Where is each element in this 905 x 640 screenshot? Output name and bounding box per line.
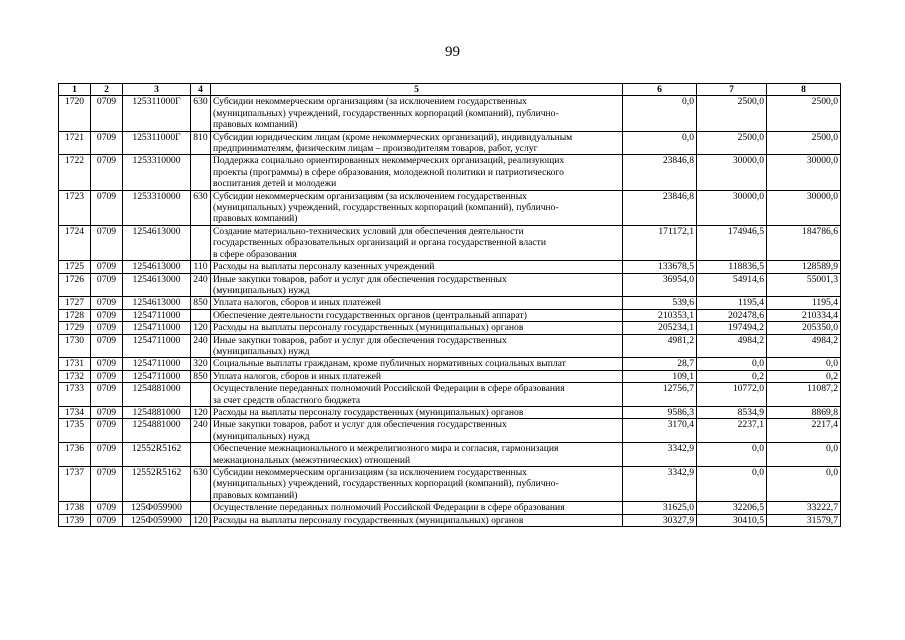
description-line: Осуществление переданных полномочий Российской Федерации в сфере образования — [213, 502, 565, 514]
amount-2021-cell: 23846,8 — [623, 155, 697, 190]
amount-2023-cell: 2500,0 — [767, 96, 841, 131]
description-cell — [211, 419, 623, 443]
table-row — [59, 190, 841, 225]
description-line: Субсидии некоммерческим организациям (за исключением государственных — [213, 96, 527, 108]
target-code-cell: 125311000Г — [123, 131, 191, 155]
description-cell — [211, 443, 623, 467]
row-number-cell: 1720 — [59, 96, 91, 131]
amount-2022-cell: 2237,1 — [697, 419, 767, 443]
section-code-cell: 0709 — [91, 190, 123, 225]
description-cell — [211, 467, 623, 502]
section-code-cell: 0709 — [91, 406, 123, 418]
amount-2022-cell: 0,0 — [697, 467, 767, 502]
description-line: правовых компаний) — [213, 119, 298, 131]
description-line: межнациональных (межэтнических) отношений — [213, 454, 411, 466]
table-row — [59, 514, 841, 526]
expense-type-cell: 320 — [191, 358, 211, 370]
description-line: Уплата налогов, сборов и иных платежей — [213, 370, 382, 382]
target-code-cell: 1253310000 — [123, 155, 191, 190]
row-number-cell: 1736 — [59, 443, 91, 467]
col-header: 4 — [191, 84, 211, 96]
expense-type-cell — [191, 502, 211, 514]
section-code-cell: 0709 — [91, 273, 123, 297]
description-line: правовых компаний) — [213, 489, 298, 501]
description-line: (муниципальных) учреждений, государственных корпораций (компаний), публично- — [213, 478, 559, 490]
target-code-cell: 1254613000 — [123, 261, 191, 273]
expense-type-cell: 850 — [191, 297, 211, 309]
amount-2021-cell: 4981,2 — [623, 334, 697, 358]
table-row — [59, 297, 841, 309]
table-row — [59, 370, 841, 382]
section-code-cell: 0709 — [91, 419, 123, 443]
description-line: Создание материально-технических условий для обеспечения деятельности — [213, 225, 524, 237]
col-header: 8 — [767, 84, 841, 96]
description-line: (муниципальных) нужд — [213, 345, 310, 357]
section-code-cell: 0709 — [91, 514, 123, 526]
table-row — [59, 96, 841, 131]
description-line: Расходы на выплаты персоналу казенных учреждений — [213, 261, 435, 273]
amount-2023-cell: 31579,7 — [767, 514, 841, 526]
description-line: Уплата налогов, сборов и иных платежей — [213, 297, 382, 309]
description-line: Иные закупки товаров, работ и услуг для обеспечения государственных — [213, 419, 507, 431]
col-header: 2 — [91, 84, 123, 96]
description-line: Иные закупки товаров, работ и услуг для обеспечения государственных — [213, 334, 507, 346]
description-cell — [211, 273, 623, 297]
description-cell — [211, 322, 623, 334]
amount-2023-cell: 210334,4 — [767, 309, 841, 321]
target-code-cell: 1254711000 — [123, 358, 191, 370]
description-cell — [211, 502, 623, 514]
description-line: воспитания детей и молодежи — [213, 178, 337, 190]
row-number-cell: 1728 — [59, 309, 91, 321]
section-code-cell: 0709 — [91, 96, 123, 131]
col-header: 5 — [211, 84, 623, 96]
expense-type-cell: 240 — [191, 419, 211, 443]
target-code-cell: 1254881000 — [123, 406, 191, 418]
amount-2023-cell: 205350,0 — [767, 322, 841, 334]
target-code-cell: 1254711000 — [123, 370, 191, 382]
section-code-cell: 0709 — [91, 443, 123, 467]
target-code-cell: 1254613000 — [123, 273, 191, 297]
amount-2021-cell: 171172,1 — [623, 225, 697, 260]
description-line: Осуществление переданных полномочий Российской Федерации в сфере образования — [213, 383, 565, 395]
description-line: правовых компаний) — [213, 213, 298, 225]
section-code-cell: 0709 — [91, 309, 123, 321]
row-number-cell: 1721 — [59, 131, 91, 155]
target-code-cell: 1254881000 — [123, 383, 191, 407]
expense-type-cell: 850 — [191, 370, 211, 382]
amount-2023-cell: 0,0 — [767, 467, 841, 502]
description-cell — [211, 358, 623, 370]
table-row — [59, 502, 841, 514]
amount-2022-cell: 32206,5 — [697, 502, 767, 514]
amount-2021-cell: 0,0 — [623, 96, 697, 131]
amount-2021-cell: 28,7 — [623, 358, 697, 370]
description-line: (муниципальных) учреждений, государственных корпораций (компаний), публично- — [213, 202, 559, 214]
description-line: Обеспечение деятельности государственных органов (центральный аппарат) — [213, 309, 527, 321]
section-code-cell: 0709 — [91, 131, 123, 155]
amount-2022-cell: 0,2 — [697, 370, 767, 382]
description-cell — [211, 190, 623, 225]
amount-2022-cell: 197494,2 — [697, 322, 767, 334]
amount-2022-cell: 118836,5 — [697, 261, 767, 273]
amount-2021-cell: 210353,1 — [623, 309, 697, 321]
row-number-cell: 1722 — [59, 155, 91, 190]
row-number-cell: 1731 — [59, 358, 91, 370]
expense-type-cell — [191, 155, 211, 190]
amount-2021-cell: 3170,4 — [623, 419, 697, 443]
description-line: (муниципальных) нужд — [213, 430, 310, 442]
amount-2023-cell: 4984,2 — [767, 334, 841, 358]
description-cell — [211, 225, 623, 260]
description-cell — [211, 514, 623, 526]
amount-2022-cell: 30000,0 — [697, 190, 767, 225]
description-line: предпринимателям, физическим лицам – производителям товаров, работ, услуг — [213, 143, 538, 155]
target-code-cell: 125Ф059900 — [123, 502, 191, 514]
amount-2022-cell: 2500,0 — [697, 131, 767, 155]
target-code-cell: 1254711000 — [123, 309, 191, 321]
amount-2021-cell: 12756,7 — [623, 383, 697, 407]
description-cell — [211, 96, 623, 131]
amount-2022-cell: 54914,6 — [697, 273, 767, 297]
section-code-cell: 0709 — [91, 155, 123, 190]
section-code-cell: 0709 — [91, 358, 123, 370]
description-line: Поддержка социально ориентированных некоммерческих организаций, реализующих — [213, 155, 565, 167]
row-number-cell: 1724 — [59, 225, 91, 260]
description-line: Обеспечение межнационального и межрелигиозного мира и согласия, гармонизация — [213, 443, 559, 455]
expense-type-cell: 630 — [191, 190, 211, 225]
row-number-cell: 1727 — [59, 297, 91, 309]
description-line: Расходы на выплаты персоналу государственных (муниципальных) органов — [213, 322, 524, 334]
description-cell — [211, 131, 623, 155]
description-line: Субсидии некоммерческим организациям (за исключением государственных — [213, 467, 527, 478]
description-cell — [211, 297, 623, 309]
budget-table — [58, 83, 841, 527]
expense-type-cell: 810 — [191, 131, 211, 155]
target-code-cell: 1253310000 — [123, 190, 191, 225]
target-code-cell: 1254613000 — [123, 225, 191, 260]
amount-2023-cell: 33222,7 — [767, 502, 841, 514]
expense-type-cell: 110 — [191, 261, 211, 273]
target-code-cell: 1254613000 — [123, 297, 191, 309]
amount-2022-cell: 0,0 — [697, 358, 767, 370]
amount-2023-cell: 8869,8 — [767, 406, 841, 418]
amount-2021-cell: 133678,5 — [623, 261, 697, 273]
expense-type-cell: 120 — [191, 322, 211, 334]
amount-2021-cell: 3342,9 — [623, 467, 697, 502]
table-row — [59, 309, 841, 321]
description-cell — [211, 309, 623, 321]
table-row — [59, 383, 841, 407]
amount-2023-cell: 1195,4 — [767, 297, 841, 309]
expense-type-cell — [191, 383, 211, 407]
page-number: 99 — [445, 44, 460, 60]
description-cell — [211, 155, 623, 190]
section-code-cell: 0709 — [91, 225, 123, 260]
description-line: проекты (программы) в сфере образования, молодежной политики и патриотического — [213, 166, 564, 178]
target-code-cell: 1254711000 — [123, 334, 191, 358]
row-number-cell: 1730 — [59, 334, 91, 358]
description-line: Расходы на выплаты персоналу государственных (муниципальных) органов — [213, 406, 524, 418]
expense-type-cell: 120 — [191, 406, 211, 418]
table-row — [59, 155, 841, 190]
amount-2022-cell: 8534,9 — [697, 406, 767, 418]
amount-2022-cell: 30410,5 — [697, 514, 767, 526]
row-number-cell: 1734 — [59, 406, 91, 418]
description-cell — [211, 334, 623, 358]
expense-type-cell — [191, 443, 211, 467]
row-number-cell: 1739 — [59, 514, 91, 526]
target-code-cell: 1254881000 — [123, 419, 191, 443]
amount-2022-cell: 0,0 — [697, 443, 767, 467]
table-row — [59, 419, 841, 443]
target-code-cell: 125311000Г — [123, 96, 191, 131]
description-line: (муниципальных) нужд — [213, 284, 310, 296]
row-number-cell: 1726 — [59, 273, 91, 297]
description-cell — [211, 261, 623, 273]
header-row — [59, 84, 841, 96]
amount-2022-cell: 202478,6 — [697, 309, 767, 321]
amount-2023-cell: 0,0 — [767, 358, 841, 370]
section-code-cell: 0709 — [91, 261, 123, 273]
amount-2022-cell: 10772,0 — [697, 383, 767, 407]
section-code-cell: 0709 — [91, 370, 123, 382]
table-row — [59, 443, 841, 467]
amount-2021-cell: 9586,3 — [623, 406, 697, 418]
amount-2022-cell: 174946,5 — [697, 225, 767, 260]
description-line: Субсидии юридическим лицам (кроме некоммерческих организаций), индивидуальным — [213, 131, 573, 143]
expense-type-cell: 630 — [191, 467, 211, 502]
col-header: 7 — [697, 84, 767, 96]
amount-2023-cell: 184786,6 — [767, 225, 841, 260]
row-number-cell: 1732 — [59, 370, 91, 382]
description-line: Расходы на выплаты персоналу государственных (муниципальных) органов — [213, 514, 524, 526]
row-number-cell: 1738 — [59, 502, 91, 514]
description-line: государственных образовательных организаций и органа государственной власти — [213, 237, 546, 249]
row-number-cell: 1729 — [59, 322, 91, 334]
target-code-cell: 125Ф059900 — [123, 514, 191, 526]
amount-2022-cell: 2500,0 — [697, 96, 767, 131]
expense-type-cell — [191, 309, 211, 321]
amount-2022-cell: 30000,0 — [697, 155, 767, 190]
amount-2021-cell: 3342,9 — [623, 443, 697, 467]
expense-type-cell: 120 — [191, 514, 211, 526]
description-cell — [211, 370, 623, 382]
section-code-cell: 0709 — [91, 334, 123, 358]
section-code-cell: 0709 — [91, 297, 123, 309]
amount-2023-cell: 30000,0 — [767, 155, 841, 190]
table-row — [59, 322, 841, 334]
row-number-cell: 1733 — [59, 383, 91, 407]
expense-type-cell: 630 — [191, 96, 211, 131]
amount-2021-cell: 36954,0 — [623, 273, 697, 297]
col-header: 6 — [623, 84, 697, 96]
table-row — [59, 358, 841, 370]
section-code-cell: 0709 — [91, 467, 123, 502]
target-code-cell: 12552R5162 — [123, 443, 191, 467]
row-number-cell: 1735 — [59, 419, 91, 443]
amount-2022-cell: 1195,4 — [697, 297, 767, 309]
description-line: за счет средств областного бюджета — [213, 394, 361, 406]
section-code-cell: 0709 — [91, 322, 123, 334]
expense-type-cell: 240 — [191, 334, 211, 358]
amount-2023-cell: 2217,4 — [767, 419, 841, 443]
amount-2021-cell: 23846,8 — [623, 190, 697, 225]
row-number-cell: 1725 — [59, 261, 91, 273]
table-row — [59, 334, 841, 358]
row-number-cell: 1723 — [59, 190, 91, 225]
amount-2021-cell: 539,6 — [623, 297, 697, 309]
description-line: Социальные выплаты гражданам, кроме публичных нормативных социальных выплат — [213, 358, 566, 370]
target-code-cell: 12552R5162 — [123, 467, 191, 502]
amount-2022-cell: 4984,2 — [697, 334, 767, 358]
amount-2023-cell: 0,0 — [767, 443, 841, 467]
table-row — [59, 225, 841, 260]
amount-2021-cell: 30327,9 — [623, 514, 697, 526]
table-row — [59, 406, 841, 418]
description-line: (муниципальных) учреждений, государственных корпораций (компаний), публично- — [213, 107, 559, 119]
amount-2021-cell: 109,1 — [623, 370, 697, 382]
table-row — [59, 467, 841, 502]
description-line: Иные закупки товаров, работ и услуг для обеспечения государственных — [213, 273, 507, 285]
target-code-cell: 1254711000 — [123, 322, 191, 334]
col-header: 3 — [123, 84, 191, 96]
description-line: Субсидии некоммерческим организациям (за исключением государственных — [213, 190, 527, 202]
col-header: 1 — [59, 84, 91, 96]
amount-2023-cell: 11087,2 — [767, 383, 841, 407]
section-code-cell: 0709 — [91, 383, 123, 407]
amount-2021-cell: 0,0 — [623, 131, 697, 155]
amount-2023-cell: 2500,0 — [767, 131, 841, 155]
amount-2021-cell: 205234,1 — [623, 322, 697, 334]
expense-type-cell — [191, 225, 211, 260]
table-row — [59, 131, 841, 155]
amount-2023-cell: 128589,9 — [767, 261, 841, 273]
description-cell — [211, 383, 623, 407]
description-cell — [211, 406, 623, 418]
section-code-cell: 0709 — [91, 502, 123, 514]
amount-2023-cell: 0,2 — [767, 370, 841, 382]
table-row — [59, 261, 841, 273]
table-row — [59, 273, 841, 297]
expense-type-cell: 240 — [191, 273, 211, 297]
description-line: в сфере образования — [213, 248, 297, 260]
amount-2023-cell: 55001,3 — [767, 273, 841, 297]
row-number-cell: 1737 — [59, 467, 91, 502]
amount-2021-cell: 31625,0 — [623, 502, 697, 514]
amount-2023-cell: 30000,0 — [767, 190, 841, 225]
